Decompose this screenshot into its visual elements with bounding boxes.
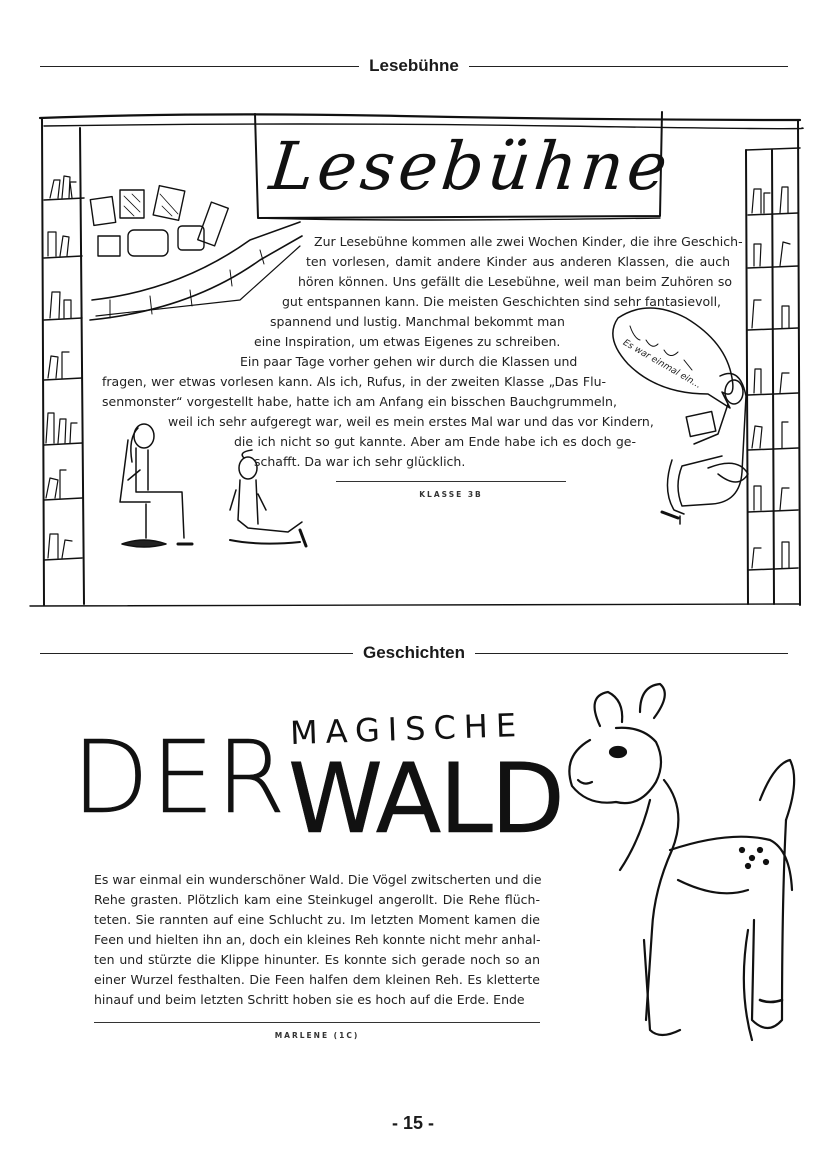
text-line: spannend und lustig. Manchmal bekommt man — [270, 314, 565, 329]
text-line: gut entspannen kann. Die meisten Geschichten sind sehr fantasievoll, — [282, 294, 722, 309]
deer-ear-right — [640, 684, 665, 718]
text-line: fragen, wer etwas vorlesen kann. Als ich, Rufus, in der zweiten Klasse „Das Flu- — [102, 374, 606, 389]
right-bookshelf — [746, 148, 800, 604]
wall-pictures — [90, 186, 228, 256]
section-header-geschichten — [40, 641, 788, 665]
text-line: teten. Sie rannten auf eine Schlucht zu. Im letzten Moment kamen die — [94, 912, 540, 927]
page-number: - 15 - — [391, 1113, 434, 1133]
text-line: die ich nicht so gut kannte. Aber am Ende habe ich es doch ge- — [234, 434, 636, 449]
text-line: Ein paar Tage vorher gehen wir durch die Klassen und — [240, 354, 578, 369]
text-line: Rehe grasten. Plötzlich kam eine Steinkugel angerollt. Die Rehe flüch- — [94, 892, 540, 907]
left-bookshelf — [44, 128, 84, 604]
credit-klasse: KLASSE 3B — [419, 490, 483, 499]
header-rule-left — [40, 653, 353, 654]
section-title: Lesebühne — [369, 56, 459, 75]
stage-ramp — [90, 222, 302, 320]
story-title-magische: MAGISCHE — [289, 705, 525, 753]
text-line: hinauf und beim letzten Schritt hoben sie es hoch auf die Erde. Ende — [94, 992, 525, 1007]
text-line: Es war einmal ein wunderschöner Wald. Die Vögel zwitscherten und die — [94, 872, 542, 887]
text-line: weil ich sehr aufgeregt war, weil es mein erstes Mal war und das vor Kindern, — [168, 414, 654, 429]
deer-ear-left — [595, 692, 623, 726]
text-line: einer Wurzel festhalten. Die Feen halfen dem kleinen Reh. Es kletterte — [94, 972, 540, 987]
header-rule-right — [475, 653, 788, 654]
text-line: senmonster“ vorgestellt habe, hatte ich am Anfang ein bisschen Bauchgrummeln, — [102, 394, 617, 409]
credit-rule — [336, 481, 566, 482]
text-line: schafft. Da war ich sehr glücklich. — [254, 454, 466, 469]
text-line: ten vorlesen, damit andere Kinder aus anderen Klassen, die auch — [306, 254, 730, 269]
speech-bubble-text: Es war einmal ein... — [621, 338, 703, 391]
child-on-chair — [120, 424, 192, 547]
section-title: Geschichten — [362, 643, 466, 662]
credit-author: MARLENE (1C) — [274, 1031, 360, 1040]
drawing-title: Lesebühne — [266, 128, 675, 205]
text-line: hören können. Uns gefällt die Lesebühne, weil man beim Zuhören so — [298, 274, 732, 289]
story-title-der: DER — [72, 719, 288, 836]
text-line: eine Inspiration, um etwas Eigenes zu schreiben. — [254, 334, 561, 349]
text-line: ten und stürzte die Klippe hinunter. Es konnte sich gerade noch so an — [94, 952, 540, 967]
text-line: Feen und hielten ihn an, doch ein kleines Reh konnte nicht mehr anhal- — [94, 932, 541, 947]
text-line: Zur Lesebühne kommen alle zwei Wochen Kinder, die ihre Geschich- — [314, 234, 743, 249]
reader-in-armchair — [662, 374, 748, 525]
story-title-wald: WALD — [288, 743, 563, 855]
speech-bubble — [613, 308, 733, 408]
credit-rule — [94, 1022, 540, 1023]
